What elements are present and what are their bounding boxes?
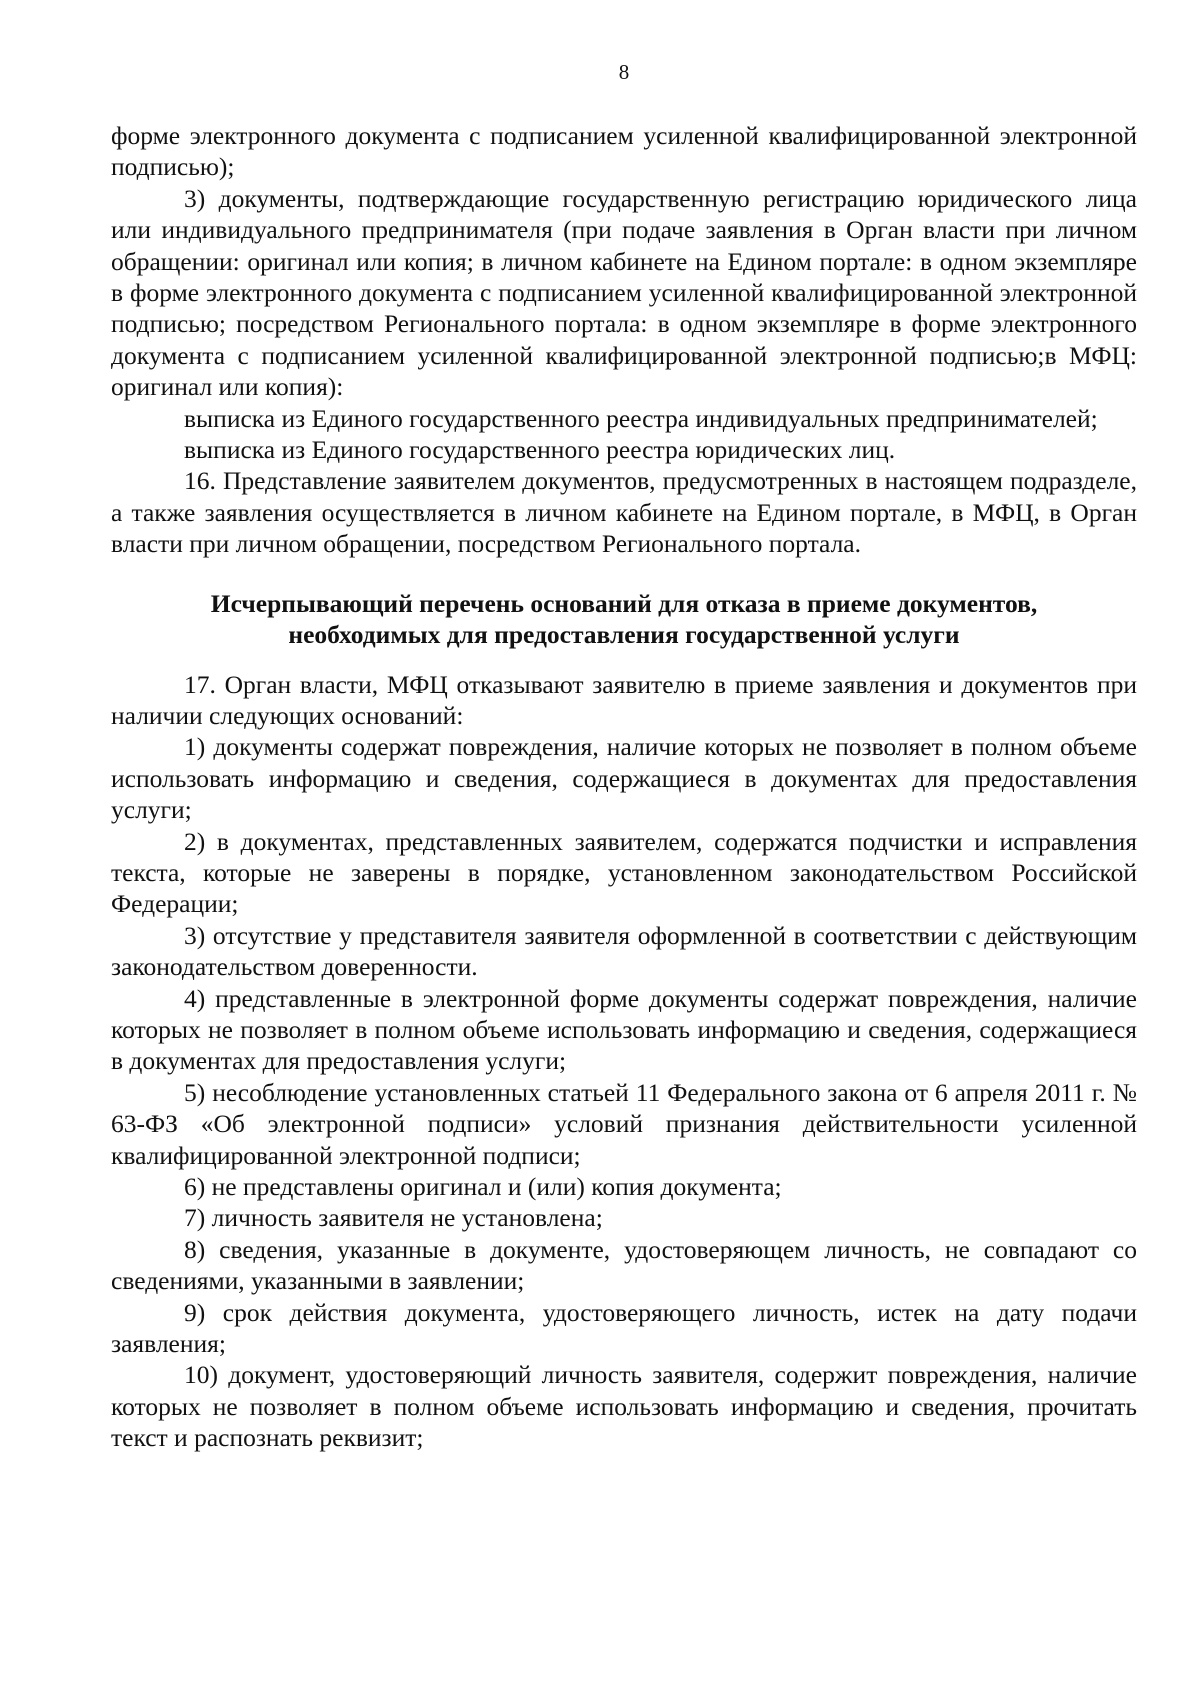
list-item-4: 4) представленные в электронной форме документы содержат повреждения, наличие которых не позволяет в полном объеме использовать информацию и сведения, содержащиеся в документах для предоставления услуги; <box>111 983 1137 1076</box>
list-item-7: 7) личность заявителя не установлена; <box>184 1203 603 1233</box>
paragraph-clause-17: 17. Орган власти, МФЦ отказывают заявителю в приеме заявления и документов при наличии следующих оснований: <box>111 669 1137 730</box>
section-heading <box>111 588 1137 651</box>
list-item-10: 10) документ, удостоверяющий личность заявителя, содержит повреждения, наличие которых не позволяет в полном объеме использовать информацию и сведения, прочитать текст и распознать реквизит; <box>111 1360 1137 1453</box>
list-item-8: 8) сведения, указанные в документе, удостоверяющем личность, не совпадают со сведениями, указанными в заявлении; <box>111 1234 1137 1296</box>
paragraph-extract-legal-entities: выписка из Единого государственного реестра юридических лиц. <box>184 435 896 465</box>
section-heading-line-2: необходимых для предоставления государственной услуги <box>288 620 960 650</box>
document-page <box>111 60 1137 1454</box>
list-item-5: 5) несоблюдение установленных статьей 11 Федерального закона от 6 апреля 2011 г. № 63-ФЗ «Об электронной подписи» условий признания действительности усиленной квалифицированной электронной подписи; <box>111 1077 1137 1170</box>
paragraph-item-3: 3) документы, подтверждающие государственную регистрацию юридического лица или индивидуального предпринимателя (при подаче заявления в Орган власти при личном обращении: оригинал или копия; в личном кабинете на Едином портале: в одном экземпляре в форме электронного документа с подписанием усиленной квалифицированной электронной подписью; посредством Регионального портала: в одном экземпляре в форме электронного документа с подписанием усиленной квалифицированной электронной подписью;в МФЦ: оригинал или копия): <box>111 183 1137 402</box>
list-item-3: 3) отсутствие у представителя заявителя оформленной в соответствии с действующим законодательством доверенности. <box>111 920 1137 982</box>
paragraph-continuation: форме электронного документа с подписанием усиленной квалифицированной электронной подписью); <box>111 121 1137 182</box>
list-item-2: 2) в документах, представленных заявителем, содержатся подчистки и исправления текста, которые не заверены в порядке, установленном законодательством Российской Федерации; <box>111 826 1137 919</box>
section-heading-line-1: Исчерпывающий перечень оснований для отказа в приеме документов, <box>210 588 1038 618</box>
paragraph-clause-16: 16. Представление заявителем документов, предусмотренных в настоящем подразделе, а также заявления осуществляется в личном кабинете на Едином портале, в МФЦ, в Орган власти при личном обращении, посредством Регионального портала. <box>111 466 1137 559</box>
list-item-9: 9) срок действия документа, удостоверяющего личность, истек на дату подачи заявления; <box>111 1297 1137 1359</box>
list-item-1: 1) документы содержат повреждения, наличие которых не позволяет в полном объеме использовать информацию и сведения, содержащиеся в документах для предоставления услуги; <box>111 732 1137 825</box>
list-item-6: 6) не представлены оригинал и (или) копия документа; <box>184 1172 782 1201</box>
page-number: 8 <box>618 60 630 84</box>
paragraph-extract-entrepreneurs: выписка из Единого государственного реестра индивидуальных предпринимателей; <box>184 403 1098 433</box>
